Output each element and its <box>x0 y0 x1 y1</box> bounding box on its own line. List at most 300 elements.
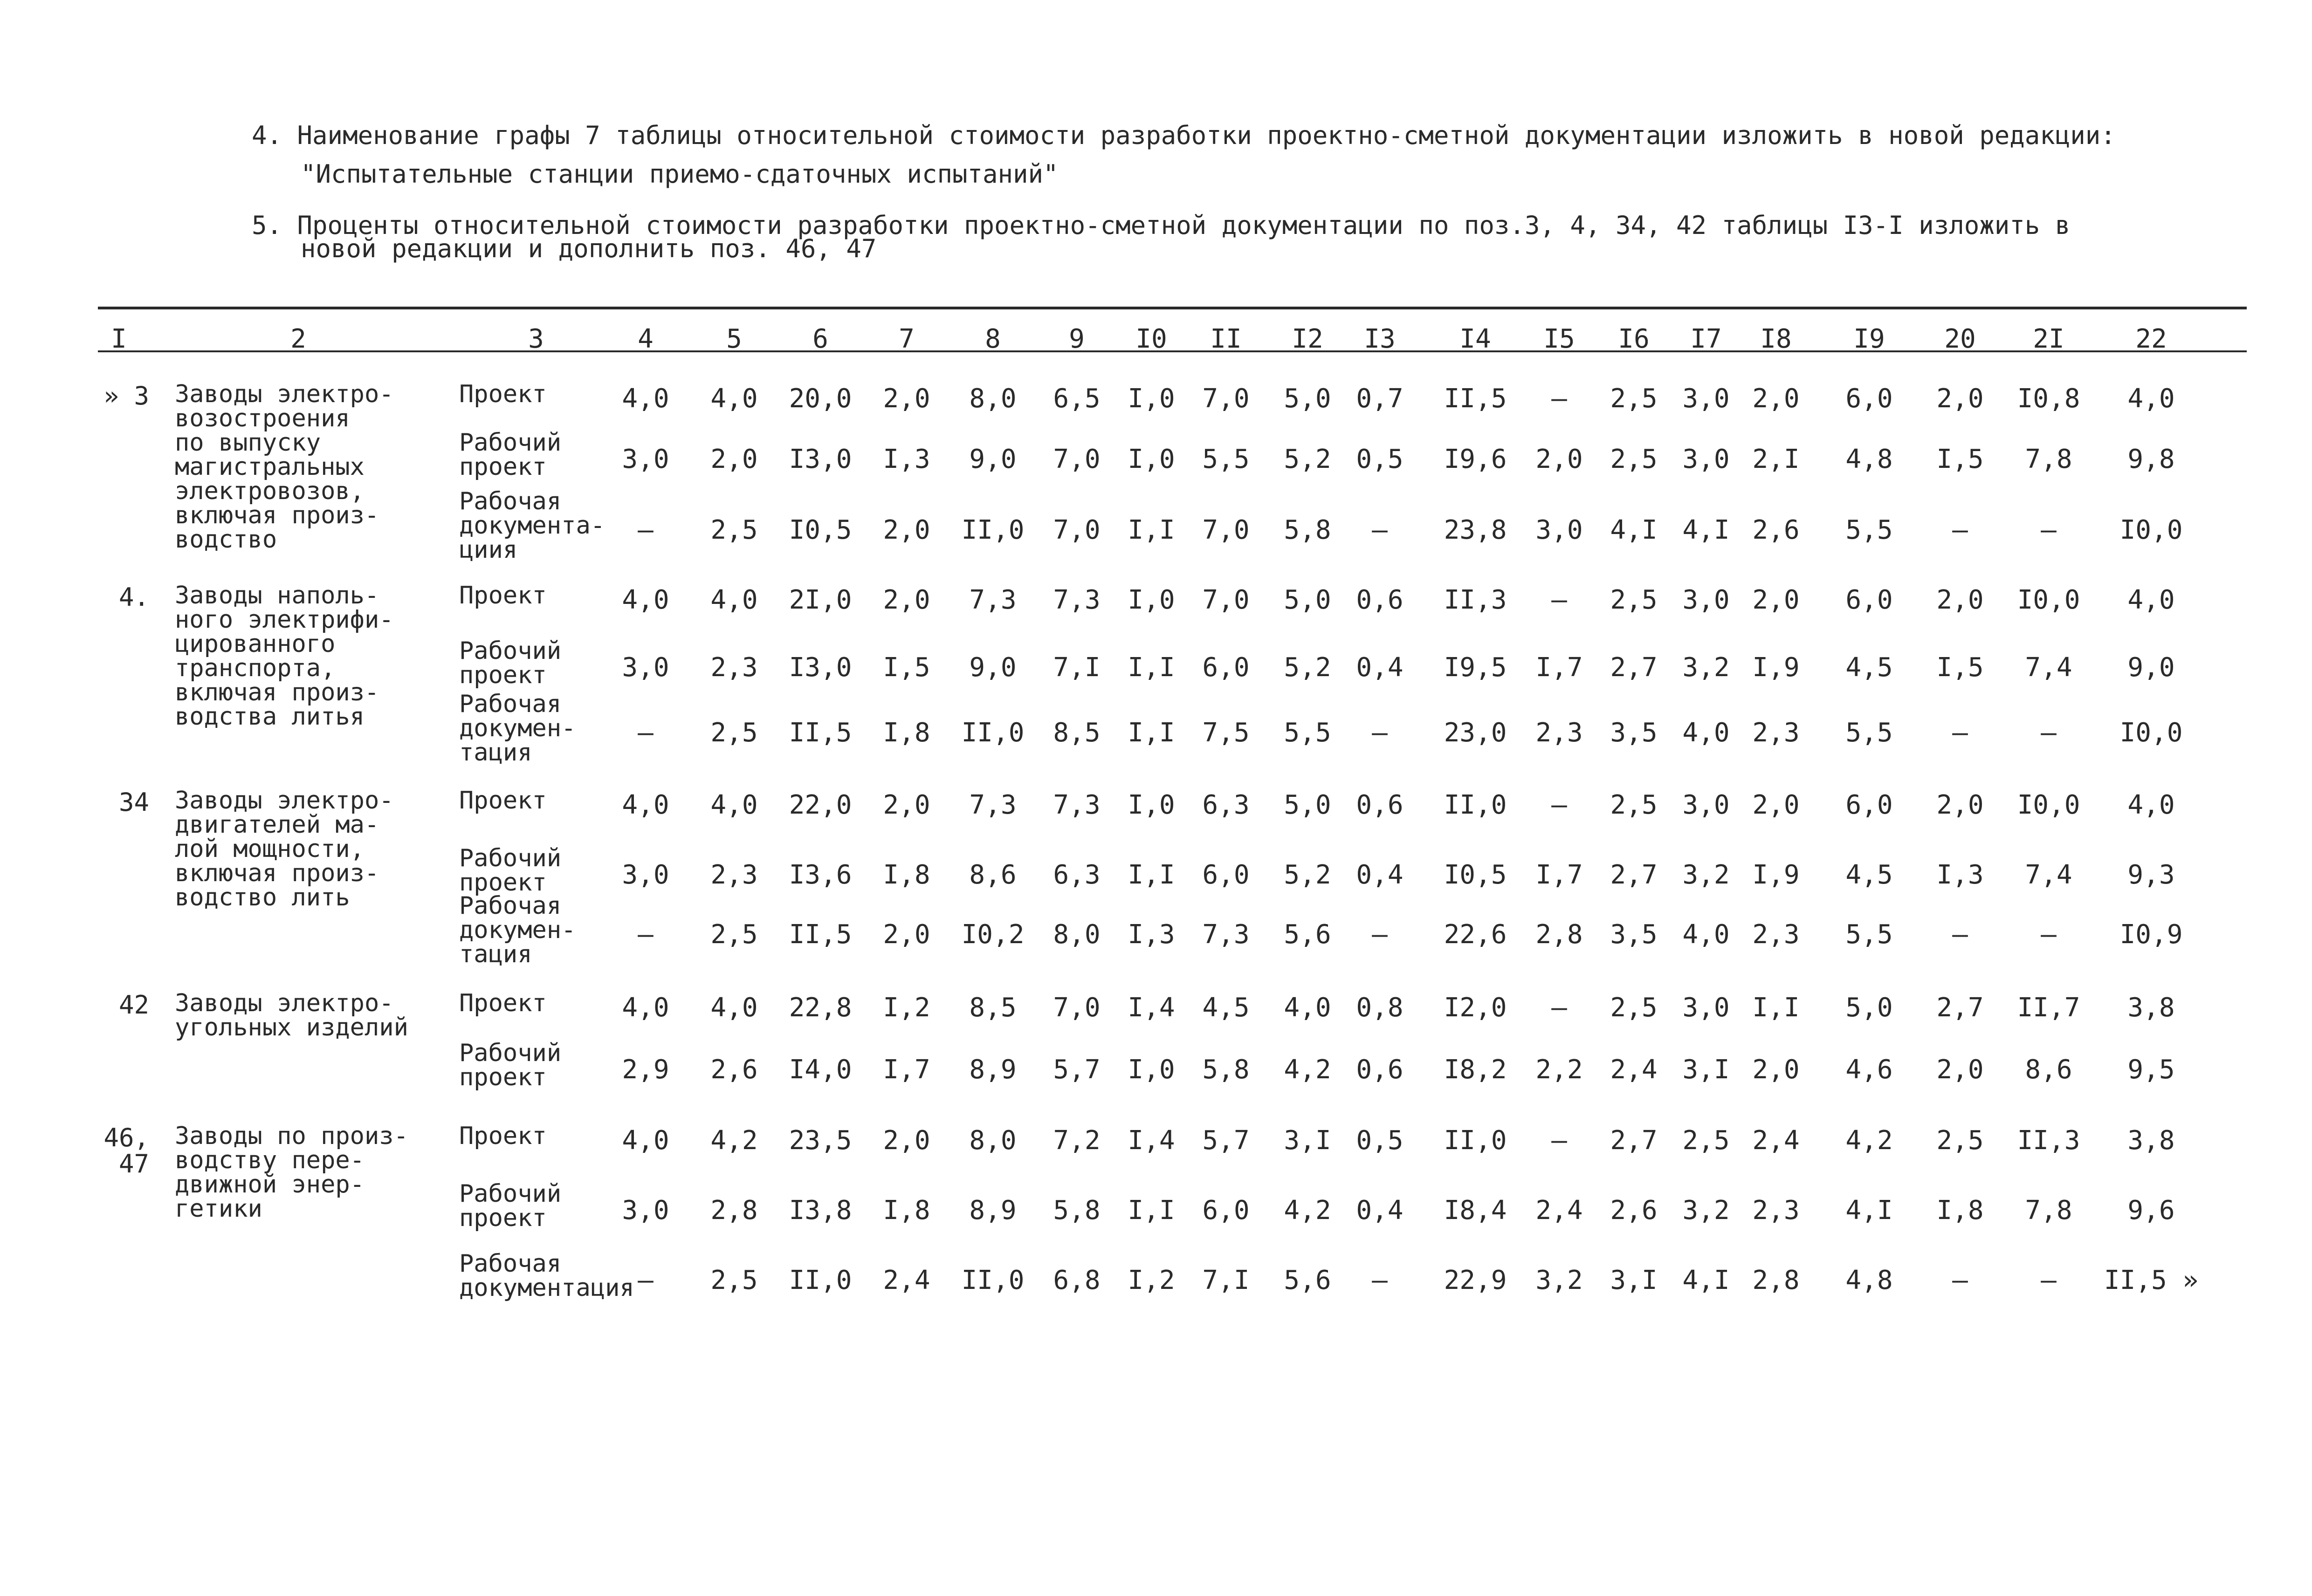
value-cell: 9,8 <box>2127 444 2175 474</box>
documentation-type: Рабочий проект <box>459 429 562 481</box>
value-cell: II,5 » <box>2104 1265 2199 1295</box>
value-cell: 4,0 <box>622 790 669 820</box>
column-header-12: I2 <box>1292 324 1323 354</box>
value-cell: 0,4 <box>1356 860 1404 890</box>
documentation-type: Проект <box>459 380 547 408</box>
value-cell: – <box>638 718 654 748</box>
value-cell: 4,0 <box>622 384 669 414</box>
value-cell: 6,0 <box>1845 585 1893 615</box>
value-cell: 8,0 <box>969 384 1017 414</box>
value-cell: I,7 <box>1535 860 1583 890</box>
value-cell: 7,5 <box>1202 718 1250 748</box>
value-cell: – <box>638 919 654 950</box>
enterprise-name: Заводы электро- двигателей ма- лой мощности, включая произ- водство лить <box>175 787 394 911</box>
value-cell: 2,0 <box>1936 585 1984 615</box>
value-cell: 0,4 <box>1356 1195 1404 1226</box>
value-cell: 7,3 <box>969 585 1017 615</box>
column-header-17: I7 <box>1690 324 1722 354</box>
value-cell: 4,8 <box>1845 1265 1893 1295</box>
value-cell: I,0 <box>1128 1055 1175 1085</box>
value-cell: I,4 <box>1128 1125 1175 1156</box>
position-number: 46, 47 <box>103 1123 149 1178</box>
value-cell: 3,I <box>1682 1055 1730 1085</box>
value-cell: 2,9 <box>622 1055 669 1085</box>
value-cell: 3,5 <box>1610 919 1658 950</box>
value-cell: I,7 <box>1535 652 1583 683</box>
value-cell: 2,5 <box>710 718 758 748</box>
value-cell: I0,9 <box>2119 919 2183 950</box>
column-header-19: I9 <box>1853 324 1885 354</box>
value-cell: 0,6 <box>1356 585 1404 615</box>
value-cell: 4,0 <box>1682 718 1730 748</box>
column-header-9: 9 <box>1069 324 1085 354</box>
value-cell: – <box>2041 1265 2057 1295</box>
value-cell: 2,3 <box>1752 1195 1800 1226</box>
value-cell: – <box>1372 718 1388 748</box>
value-cell: I,I <box>1128 652 1175 683</box>
value-cell: I0,8 <box>2017 384 2080 414</box>
documentation-type: Проект <box>459 1122 547 1150</box>
value-cell: 7,2 <box>1053 1125 1101 1156</box>
value-cell: 3,8 <box>2127 993 2175 1023</box>
value-cell: I,5 <box>883 652 930 683</box>
value-cell: 0,7 <box>1356 384 1404 414</box>
value-cell: 2,5 <box>710 515 758 545</box>
value-cell: 9,0 <box>969 652 1017 683</box>
value-cell: 8,0 <box>969 1125 1017 1156</box>
value-cell: 0,6 <box>1356 1055 1404 1085</box>
value-cell: 7,0 <box>1053 444 1101 474</box>
column-header-18: I8 <box>1760 324 1792 354</box>
value-cell: 8,9 <box>969 1195 1017 1226</box>
value-cell: 2,0 <box>1752 790 1800 820</box>
value-cell: 3,2 <box>1682 652 1730 683</box>
column-header-15: I5 <box>1543 324 1575 354</box>
value-cell: 5,2 <box>1284 860 1331 890</box>
value-cell: 3,0 <box>1682 790 1730 820</box>
value-cell: I3,6 <box>789 860 852 890</box>
documentation-type: Рабочий проект <box>459 1039 562 1091</box>
value-cell: I8,2 <box>1444 1055 1507 1085</box>
value-cell: 2,I <box>1752 444 1800 474</box>
value-cell: – <box>1952 515 1968 545</box>
value-cell: 2,3 <box>1535 718 1583 748</box>
value-cell: II,0 <box>789 1265 852 1295</box>
value-cell: II,7 <box>2017 993 2080 1023</box>
value-cell: 2,0 <box>1936 1055 1984 1085</box>
value-cell: 2,0 <box>1752 384 1800 414</box>
value-cell: – <box>1551 384 1567 414</box>
value-cell: 20,0 <box>789 384 852 414</box>
value-cell: 4,0 <box>710 993 758 1023</box>
value-cell: 8,6 <box>2025 1055 2072 1085</box>
value-cell: 3,0 <box>622 1195 669 1226</box>
value-cell: 6,0 <box>1202 652 1250 683</box>
value-cell: 2,3 <box>710 860 758 890</box>
value-cell: I,2 <box>883 993 930 1023</box>
value-cell: 2,8 <box>1752 1265 1800 1295</box>
value-cell: 2,5 <box>1682 1125 1730 1156</box>
value-cell: – <box>1372 1265 1388 1295</box>
value-cell: 4,8 <box>1845 444 1893 474</box>
value-cell: 4,0 <box>710 384 758 414</box>
value-cell: 8,5 <box>1053 718 1101 748</box>
value-cell: I,9 <box>1752 652 1800 683</box>
value-cell: 2,6 <box>710 1055 758 1085</box>
value-cell: I,7 <box>883 1055 930 1085</box>
value-cell: 4,0 <box>622 1125 669 1156</box>
enterprise-name: Заводы электро- угольных изделий <box>175 989 408 1041</box>
value-cell: 2,7 <box>1936 993 1984 1023</box>
value-cell: I4,0 <box>789 1055 852 1085</box>
value-cell: I9,5 <box>1444 652 1507 683</box>
value-cell: II,0 <box>961 515 1025 545</box>
value-cell: – <box>1952 919 1968 950</box>
value-cell: I,0 <box>1128 384 1175 414</box>
value-cell: 8,0 <box>1053 919 1101 950</box>
value-cell: I0,2 <box>961 919 1025 950</box>
value-cell: 7,0 <box>1053 993 1101 1023</box>
value-cell: I,8 <box>1936 1195 1984 1226</box>
value-cell: 4,5 <box>1202 993 1250 1023</box>
value-cell: 4,0 <box>2127 384 2175 414</box>
value-cell: 2,0 <box>883 515 930 545</box>
value-cell: 4,2 <box>1284 1055 1331 1085</box>
value-cell: 8,6 <box>969 860 1017 890</box>
value-cell: 2,3 <box>1752 718 1800 748</box>
column-header-11: II <box>1210 324 1242 354</box>
value-cell: 2,5 <box>1610 790 1658 820</box>
value-cell: 2,5 <box>1610 993 1658 1023</box>
value-cell: 2,5 <box>710 1265 758 1295</box>
position-number: 42 <box>118 990 149 1020</box>
documentation-type: Проект <box>459 787 547 815</box>
enterprise-name: Заводы электро- возостроения по выпуску магистральных электровозов, включая произ- водство <box>175 380 394 554</box>
documentation-type: Проект <box>459 989 547 1017</box>
value-cell: 22,9 <box>1444 1265 1507 1295</box>
value-cell: II,0 <box>1444 1125 1507 1156</box>
value-cell: 7,3 <box>1053 585 1101 615</box>
value-cell: 7,4 <box>2025 652 2072 683</box>
value-cell: 4,I <box>1682 515 1730 545</box>
value-cell: 2,8 <box>710 1195 758 1226</box>
value-cell: – <box>1551 993 1567 1023</box>
value-cell: 6,0 <box>1202 860 1250 890</box>
value-cell: 2,0 <box>1752 585 1800 615</box>
value-cell: II,0 <box>961 718 1025 748</box>
value-cell: 2,0 <box>883 919 930 950</box>
intro-item-5-line2: новой редакции и дополнить поз. 46, 47 <box>301 234 877 263</box>
value-cell: – <box>1372 919 1388 950</box>
position-number: 34 <box>118 788 149 817</box>
value-cell: II,5 <box>1444 384 1507 414</box>
value-cell: 2,6 <box>1610 1195 1658 1226</box>
value-cell: 2,0 <box>1936 384 1984 414</box>
value-cell: 6,5 <box>1053 384 1101 414</box>
value-cell: 2,7 <box>1610 1125 1658 1156</box>
value-cell: 2,3 <box>1752 919 1800 950</box>
value-cell: 6,3 <box>1053 860 1101 890</box>
value-cell: 4,0 <box>710 790 758 820</box>
value-cell: 2,7 <box>1610 860 1658 890</box>
value-cell: – <box>1551 790 1567 820</box>
value-cell: 6,0 <box>1845 790 1893 820</box>
enterprise-name: Заводы по произ- водству пере- движной энер- гетики <box>175 1122 408 1223</box>
value-cell: I,8 <box>883 1195 930 1226</box>
value-cell: 2,0 <box>883 384 930 414</box>
value-cell: 4,5 <box>1845 652 1893 683</box>
value-cell: 5,8 <box>1284 515 1331 545</box>
value-cell: 4,0 <box>2127 790 2175 820</box>
value-cell: 6,3 <box>1202 790 1250 820</box>
value-cell: 5,5 <box>1845 919 1893 950</box>
value-cell: – <box>1952 1265 1968 1295</box>
value-cell: 0,5 <box>1356 1125 1404 1156</box>
column-header-6: 6 <box>812 324 828 354</box>
value-cell: – <box>2041 919 2057 950</box>
value-cell: – <box>638 515 654 545</box>
value-cell: I,5 <box>1936 444 1984 474</box>
value-cell: 8,9 <box>969 1055 1017 1085</box>
column-header-8: 8 <box>985 324 1001 354</box>
value-cell: I,3 <box>883 444 930 474</box>
value-cell: II,3 <box>1444 585 1507 615</box>
value-cell: I3,0 <box>789 652 852 683</box>
value-cell: I,8 <box>883 718 930 748</box>
intro-item-4-line1: 4. Наименование графы 7 таблицы относительной стоимости разработки проектно-сметной документации изложить в новой редакции: <box>252 121 2116 150</box>
value-cell: 7,4 <box>2025 860 2072 890</box>
value-cell: 7,I <box>1202 1265 1250 1295</box>
value-cell: 7,I <box>1053 652 1101 683</box>
table-top-rule <box>98 307 2247 309</box>
value-cell: I0,0 <box>2017 585 2080 615</box>
value-cell: 3,2 <box>1682 860 1730 890</box>
documentation-type: Рабочая документация <box>459 1250 634 1302</box>
value-cell: 3,0 <box>622 860 669 890</box>
value-cell: 7,0 <box>1202 384 1250 414</box>
value-cell: 3,0 <box>1682 585 1730 615</box>
value-cell: 2,4 <box>1752 1125 1800 1156</box>
value-cell: 2,0 <box>883 1125 930 1156</box>
value-cell: 5,6 <box>1284 919 1331 950</box>
documentation-type: Рабочий проект <box>459 637 562 689</box>
value-cell: 3,0 <box>622 652 669 683</box>
value-cell: 9,5 <box>2127 1055 2175 1085</box>
value-cell: 4,2 <box>1284 1195 1331 1226</box>
value-cell: 4,I <box>1610 515 1658 545</box>
value-cell: 0,4 <box>1356 652 1404 683</box>
value-cell: 5,5 <box>1284 718 1331 748</box>
value-cell: I,I <box>1128 718 1175 748</box>
value-cell: 2I,0 <box>789 585 852 615</box>
value-cell: I,5 <box>1936 652 1984 683</box>
documentation-type: Рабочий проект <box>459 844 562 897</box>
value-cell: 4,I <box>1845 1195 1893 1226</box>
column-header-5: 5 <box>726 324 742 354</box>
column-header-22: 22 <box>2135 324 2167 354</box>
column-header-7: 7 <box>899 324 915 354</box>
value-cell: 6,8 <box>1053 1265 1101 1295</box>
value-cell: I,I <box>1128 1195 1175 1226</box>
value-cell: 7,8 <box>2025 1195 2072 1226</box>
value-cell: 9,0 <box>969 444 1017 474</box>
value-cell: 2,0 <box>1752 1055 1800 1085</box>
column-header-20: 20 <box>1944 324 1976 354</box>
value-cell: I,I <box>1128 860 1175 890</box>
value-cell: 22,6 <box>1444 919 1507 950</box>
column-header-4: 4 <box>638 324 654 354</box>
intro-item-5-line1: 5. Проценты относительной стоимости разработки проектно-сметной документации по поз.3, 4, 34, 42 таблицы I3-I изложить в <box>252 211 2071 240</box>
value-cell: 7,0 <box>1202 515 1250 545</box>
value-cell: 7,0 <box>1053 515 1101 545</box>
value-cell: – <box>1551 1125 1567 1156</box>
value-cell: 5,8 <box>1202 1055 1250 1085</box>
value-cell: II,3 <box>2017 1125 2080 1156</box>
value-cell: 7,8 <box>2025 444 2072 474</box>
value-cell: 5,0 <box>1284 585 1331 615</box>
value-cell: 5,6 <box>1284 1265 1331 1295</box>
value-cell: II,0 <box>1444 790 1507 820</box>
value-cell: 4,2 <box>1845 1125 1893 1156</box>
value-cell: I,I <box>1128 515 1175 545</box>
value-cell: II,5 <box>789 919 852 950</box>
value-cell: 5,5 <box>1202 444 1250 474</box>
value-cell: I,3 <box>1936 860 1984 890</box>
value-cell: 5,7 <box>1053 1055 1101 1085</box>
value-cell: II,0 <box>961 1265 1025 1295</box>
value-cell: – <box>2041 718 2057 748</box>
value-cell: 4,0 <box>710 585 758 615</box>
value-cell: I,0 <box>1128 585 1175 615</box>
value-cell: 2,7 <box>1610 652 1658 683</box>
documentation-type: Рабочий проект <box>459 1180 562 1232</box>
value-cell: 9,0 <box>2127 652 2175 683</box>
column-header-14: I4 <box>1459 324 1491 354</box>
value-cell: 4,0 <box>2127 585 2175 615</box>
value-cell: – <box>1372 515 1388 545</box>
value-cell: 4,2 <box>710 1125 758 1156</box>
value-cell: 0,6 <box>1356 790 1404 820</box>
value-cell: 5,0 <box>1284 384 1331 414</box>
value-cell: 8,5 <box>969 993 1017 1023</box>
value-cell: 6,0 <box>1845 384 1893 414</box>
column-header-2: 2 <box>290 324 306 354</box>
value-cell: II,5 <box>789 718 852 748</box>
documentation-type: Рабочая документа- циия <box>459 487 606 564</box>
value-cell: 2,5 <box>1610 444 1658 474</box>
value-cell: 22,8 <box>789 993 852 1023</box>
value-cell: I,I <box>1752 993 1800 1023</box>
value-cell: – <box>2041 515 2057 545</box>
value-cell: 5,0 <box>1284 790 1331 820</box>
value-cell: 2,4 <box>1535 1195 1583 1226</box>
value-cell: 2,2 <box>1535 1055 1583 1085</box>
value-cell: 23,5 <box>789 1125 852 1156</box>
value-cell: 3,0 <box>1682 993 1730 1023</box>
value-cell: I0,5 <box>789 515 852 545</box>
enterprise-name: Заводы наполь- ного электрифи- цированного транспорта, включая произ- водства литья <box>175 582 394 731</box>
value-cell: 5,5 <box>1845 718 1893 748</box>
documentation-type: Рабочая докумен- тация <box>459 892 576 968</box>
column-header-3: 3 <box>528 324 544 354</box>
value-cell: 2,8 <box>1535 919 1583 950</box>
value-cell: I8,4 <box>1444 1195 1507 1226</box>
value-cell: 4,I <box>1682 1265 1730 1295</box>
value-cell: – <box>638 1265 654 1295</box>
value-cell: 3,0 <box>1682 384 1730 414</box>
value-cell: 7,3 <box>1202 919 1250 950</box>
value-cell: 5,7 <box>1202 1125 1250 1156</box>
value-cell: 7,3 <box>969 790 1017 820</box>
value-cell: I2,0 <box>1444 993 1507 1023</box>
column-header-1: I <box>111 324 127 354</box>
value-cell: I0,0 <box>2119 718 2183 748</box>
position-number: 4. <box>118 582 149 612</box>
value-cell: 4,5 <box>1845 860 1893 890</box>
value-cell: 22,0 <box>789 790 852 820</box>
value-cell: I9,6 <box>1444 444 1507 474</box>
value-cell: 3,0 <box>1535 515 1583 545</box>
value-cell: I,8 <box>883 860 930 890</box>
value-cell: 4,6 <box>1845 1055 1893 1085</box>
value-cell: 2,0 <box>710 444 758 474</box>
value-cell: I0,0 <box>2119 515 2183 545</box>
column-header-21: 2I <box>2033 324 2064 354</box>
value-cell: I,4 <box>1128 993 1175 1023</box>
value-cell: – <box>1551 585 1567 615</box>
value-cell: 2,6 <box>1752 515 1800 545</box>
value-cell: 5,8 <box>1053 1195 1101 1226</box>
value-cell: 3,2 <box>1535 1265 1583 1295</box>
documentation-type: Рабочая докумен- тация <box>459 690 576 767</box>
header-bottom-rule <box>98 350 2247 352</box>
value-cell: 0,5 <box>1356 444 1404 474</box>
value-cell: 6,0 <box>1202 1195 1250 1226</box>
value-cell: I,0 <box>1128 444 1175 474</box>
value-cell: 2,4 <box>883 1265 930 1295</box>
value-cell: – <box>1952 718 1968 748</box>
value-cell: 5,5 <box>1845 515 1893 545</box>
value-cell: 2,5 <box>1610 585 1658 615</box>
value-cell: 4,0 <box>1682 919 1730 950</box>
value-cell: 5,2 <box>1284 652 1331 683</box>
value-cell: I,2 <box>1128 1265 1175 1295</box>
value-cell: I,0 <box>1128 790 1175 820</box>
value-cell: I0,0 <box>2017 790 2080 820</box>
value-cell: I,3 <box>1128 919 1175 950</box>
value-cell: 2,5 <box>1610 384 1658 414</box>
value-cell: I3,8 <box>789 1195 852 1226</box>
value-cell: 0,8 <box>1356 993 1404 1023</box>
value-cell: 3,I <box>1610 1265 1658 1295</box>
value-cell: 2,3 <box>710 652 758 683</box>
value-cell: 4,0 <box>622 585 669 615</box>
value-cell: 9,6 <box>2127 1195 2175 1226</box>
value-cell: 3,0 <box>622 444 669 474</box>
value-cell: 7,0 <box>1202 585 1250 615</box>
value-cell: I,9 <box>1752 860 1800 890</box>
value-cell: 4,0 <box>1284 993 1331 1023</box>
value-cell: 4,0 <box>622 993 669 1023</box>
value-cell: 23,0 <box>1444 718 1507 748</box>
value-cell: 2,0 <box>1535 444 1583 474</box>
value-cell: 3,I <box>1284 1125 1331 1156</box>
value-cell: 7,3 <box>1053 790 1101 820</box>
value-cell: 9,3 <box>2127 860 2175 890</box>
documentation-type: Проект <box>459 582 547 610</box>
value-cell: 5,2 <box>1284 444 1331 474</box>
value-cell: 2,0 <box>883 790 930 820</box>
